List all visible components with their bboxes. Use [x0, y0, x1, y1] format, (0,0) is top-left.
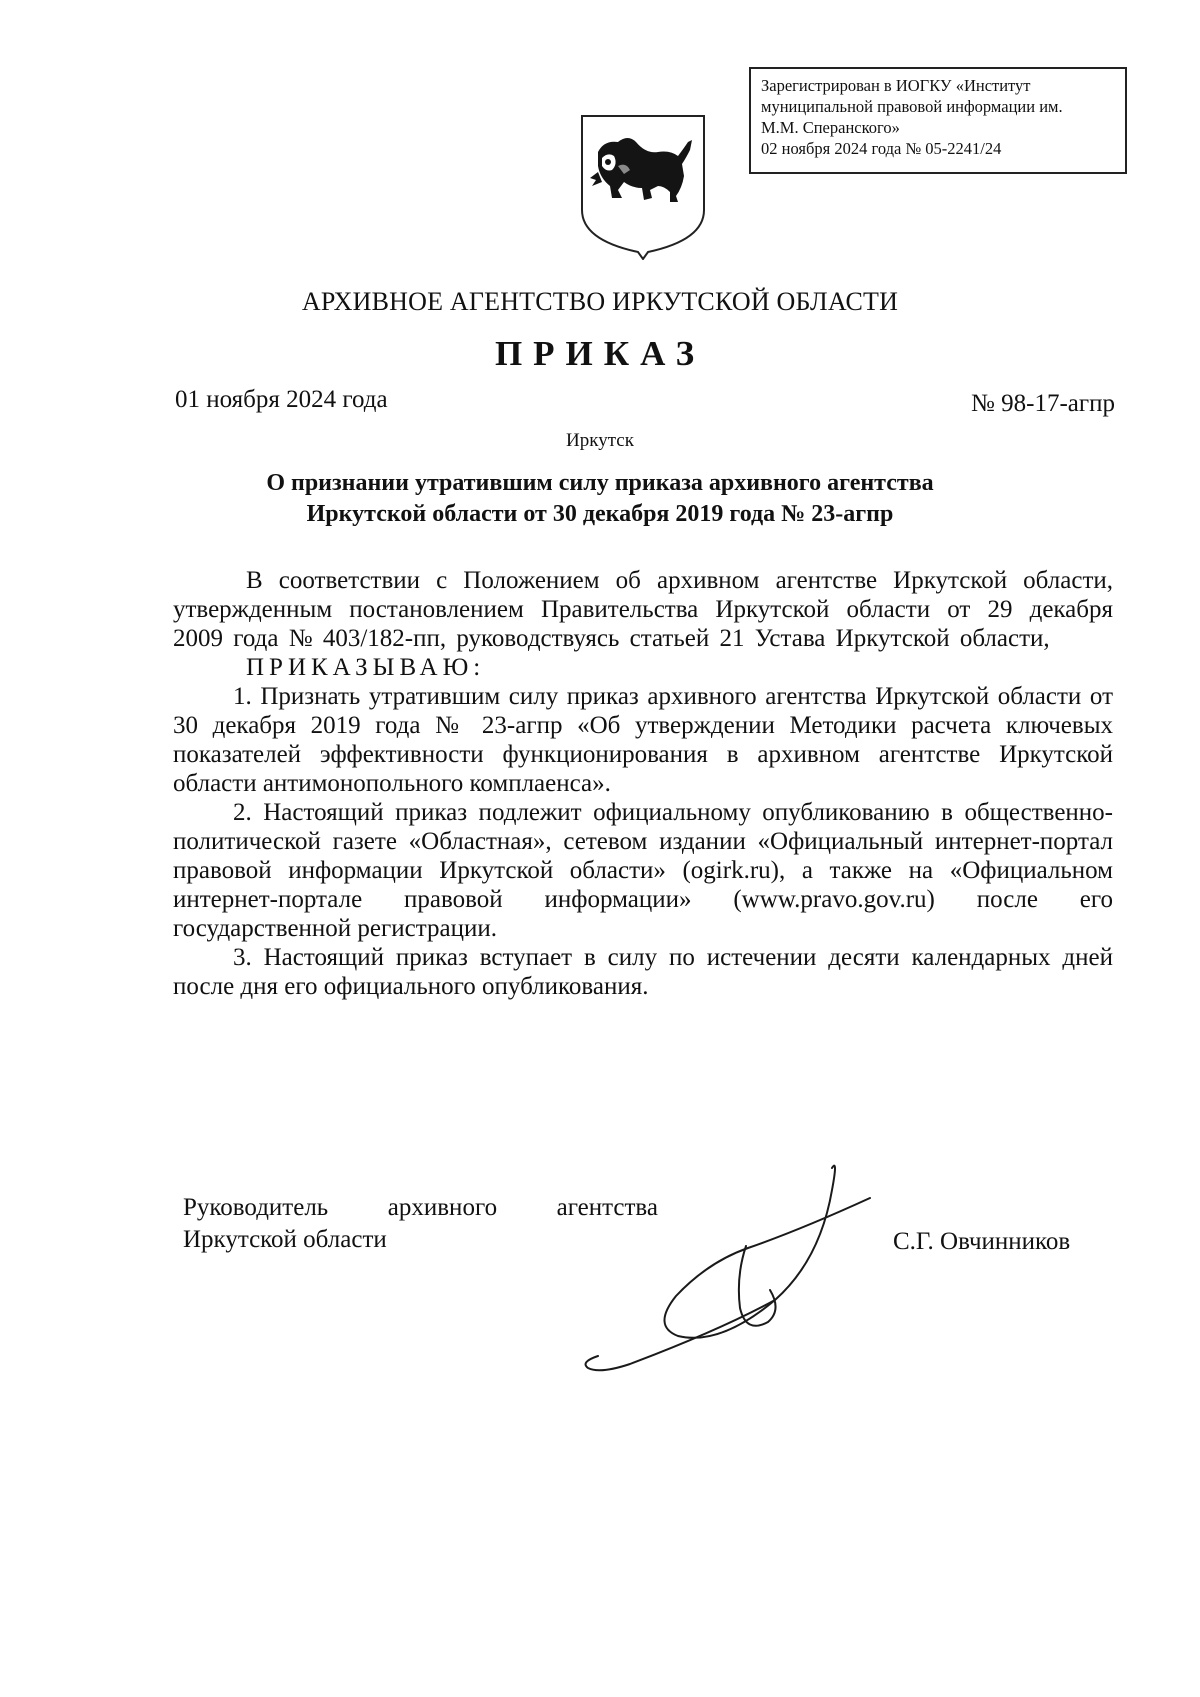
- signatory-position-word-2: архивного: [387, 1194, 498, 1221]
- registration-line-1: Зарегистрирован в ИОГКУ «Институт: [761, 76, 1031, 95]
- handwritten-signature-icon: [570, 1150, 900, 1390]
- document-date: 01 ноября 2024 года: [175, 386, 388, 413]
- signatory-position-word-1: Руководитель: [183, 1194, 329, 1221]
- document-number: № 98-17-агпр: [971, 390, 1115, 417]
- document-type: ПРИКАЗ: [494, 334, 706, 373]
- preamble-paragraph: В соответствии с Положением об архивном агентстве Иркутской области, утвержденным постановлением Правительства Иркутской области от 29 декабря 2009 года № 403/182-пп, руководствуясь статьей 21 Устава Иркутской области,: [173, 567, 1113, 652]
- document-city: Иркутск: [566, 430, 634, 451]
- signatory-position-word-3: агентства: [556, 1194, 658, 1221]
- title-line-1: О признании утратившим силу приказа архивного агентства: [266, 470, 934, 496]
- signatory-name: С.Г. Овчинников: [893, 1228, 1071, 1255]
- order-item-1: 1. Признать утратившим силу приказ архивного агентства Иркутской области от 30 декабря 2019 года № 23-агпр «Об утверждении Методики расчета ключевых показателей эффективности функционирования в архивном агентстве Иркутской области антимонопольного комплаенса».: [173, 683, 1113, 797]
- registration-stamp: [749, 67, 1127, 174]
- irkutsk-babr-emblem-icon: [578, 112, 708, 260]
- registration-line-2: муниципальной правовой информации им.: [761, 97, 1063, 116]
- order-word: ПРИКАЗЫВАЮ:: [246, 654, 486, 681]
- registration-line-3: М.М. Сперанского»: [761, 118, 900, 137]
- signatory-position-line-2: Иркутской области: [183, 1226, 387, 1253]
- document-title: [120, 468, 1080, 530]
- title-line-2: Иркутской области от 30 декабря 2019 года № 23-агпр: [306, 501, 894, 527]
- document-body: [173, 566, 1113, 1001]
- agency-name: АРХИВНОЕ АГЕНТСТВО ИРКУТСКОЙ ОБЛАСТИ: [301, 287, 899, 316]
- registration-line-4: 02 ноября 2024 года № 05-2241/24: [761, 139, 1002, 158]
- order-item-2: 2. Настоящий приказ подлежит официальному опубликованию в общественно-политической газете «Областная», сетевом издании «Официальный интернет-портал правовой информации Иркутской области» (ogirk.ru), а также на «Официальном интернет-портале правовой информации» (www.pravo.gov.ru) после его государственной регистрации.: [173, 799, 1113, 942]
- order-item-3: 3. Настоящий приказ вступает в силу по истечении десяти календарных дней после дня его официального опубликования.: [173, 944, 1113, 1000]
